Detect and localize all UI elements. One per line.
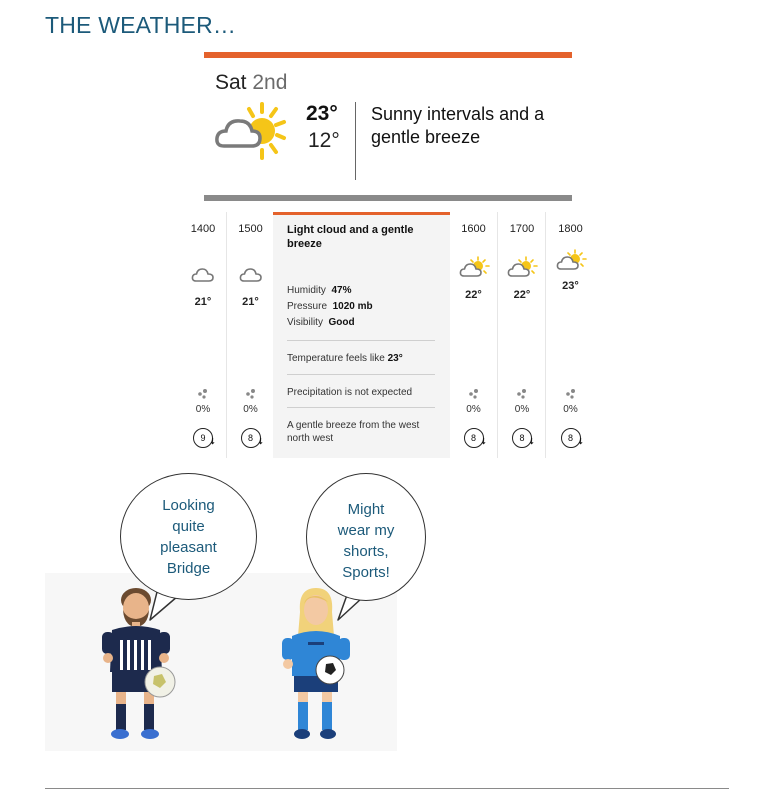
male-footballer-illustration (96, 584, 186, 744)
wind-text: A gentle breeze from the west north west (287, 420, 420, 444)
day-name: Sat (215, 71, 247, 94)
wind-speed: 8 (519, 433, 525, 443)
wind-direction-icon: ➘ (207, 434, 220, 448)
precip-chance: 0% (563, 404, 578, 415)
hour-label: 1500 (238, 223, 263, 235)
hour-label: 1700 (509, 223, 535, 235)
hour-temp: 23° (562, 280, 579, 292)
wind-direction-icon: ➘ (477, 434, 490, 448)
precip-chance: 0% (466, 404, 481, 415)
speech-bubble-right: Might wear my shorts, Sports! (306, 473, 426, 601)
wind-direction-icon: ➘ (254, 434, 267, 448)
high-temp: 23° (306, 102, 338, 125)
hour-label: 1400 (190, 223, 216, 235)
precip-text: Precipitation is not expected (287, 387, 413, 398)
precip-chance: 0% (195, 404, 211, 415)
page-title: THE WEATHER… (45, 12, 237, 38)
wind-speed: 8 (567, 433, 573, 443)
low-temp: 12° (308, 129, 340, 152)
wind-direction-icon: ➘ (526, 434, 539, 448)
hour-temp: 21° (242, 296, 259, 308)
day-date: 2nd (252, 71, 288, 94)
hour-label: 1800 (558, 223, 583, 235)
precip-chance: 0% (243, 404, 258, 415)
hour-label: 1600 (461, 223, 486, 235)
female-footballer-illustration (278, 584, 358, 744)
precip-chance: 0% (514, 404, 530, 415)
wind-speed: 8 (247, 433, 253, 443)
hour-temp: 22° (513, 289, 531, 301)
visibility-row: Visibility Good (287, 317, 355, 328)
speech-bubble-left: Looking quite pleasant Bridge (120, 473, 257, 600)
feels-like-row: Temperature feels like 23° (287, 353, 403, 364)
pressure-row: Pressure 1020 mb (287, 301, 373, 312)
detail-title: Light cloud and a gentle breeze (287, 224, 414, 250)
day-summary: Sunny intervals and a gentle breeze (371, 104, 545, 147)
wind-speed: 9 (200, 433, 206, 443)
wind-speed: 8 (470, 433, 476, 443)
humidity-row: Humidity 47% (287, 285, 352, 296)
wind-direction-icon: ➘ (574, 434, 587, 448)
hour-temp: 22° (465, 289, 482, 301)
hour-temp: 21° (194, 296, 212, 308)
bottom-divider (45, 788, 729, 789)
